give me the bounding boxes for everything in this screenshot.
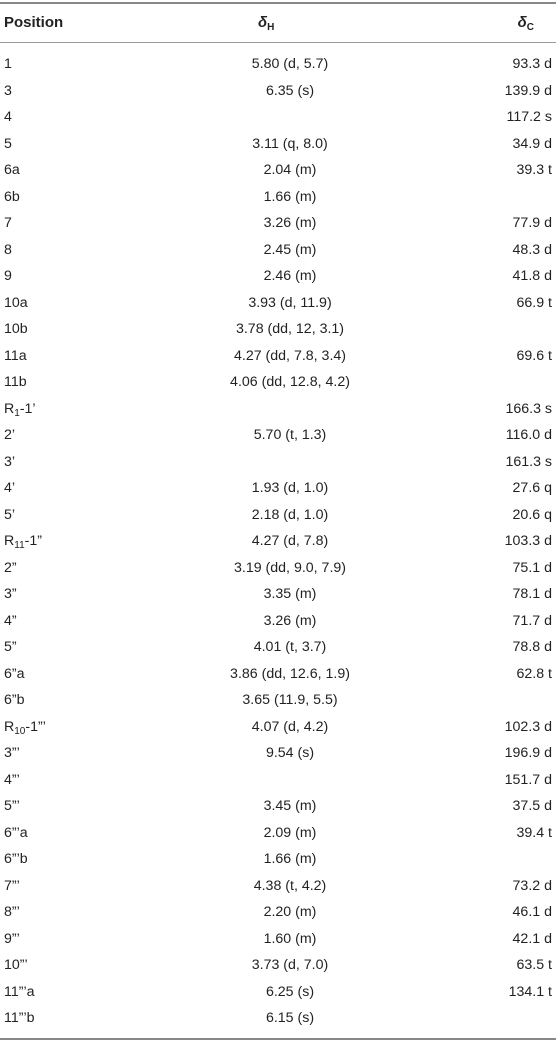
cell-position-text: 6a xyxy=(4,162,20,178)
cell-delta-c: 166.3 s xyxy=(505,400,552,417)
cell-position xyxy=(4,692,25,708)
cell-position xyxy=(4,454,15,470)
header-delta-c-subscript: C xyxy=(526,22,534,33)
table-body xyxy=(0,51,556,1032)
cell-position-text: 11”’b xyxy=(4,1010,35,1026)
cell-delta-h: 6.35 (s) xyxy=(265,82,315,99)
table-row xyxy=(0,369,556,396)
cell-delta-h: 4.38 (t, 4.2) xyxy=(253,877,327,894)
cell-delta-c: 78.8 d xyxy=(512,639,552,655)
cell-delta-c: 78.1 d xyxy=(512,586,552,602)
table-row xyxy=(0,555,556,582)
cell-position xyxy=(4,480,15,496)
cell-delta-h: 4.06 (dd, 12.8, 4.2) xyxy=(230,374,350,390)
table-row xyxy=(0,157,556,184)
cell-delta-c: 48.3 d xyxy=(512,241,552,258)
cell-position xyxy=(4,825,28,841)
cell-position xyxy=(4,109,12,125)
header-delta-h-subscript: H xyxy=(267,22,275,33)
cell-delta-h: 4.07 (d, 4.2) xyxy=(251,718,329,735)
cell-position xyxy=(4,878,20,894)
cell-delta-c: 102.3 d xyxy=(504,718,552,735)
table-row xyxy=(0,396,556,423)
cell-delta-h: 3.78 (dd, 12, 3.1) xyxy=(235,321,345,337)
table-row xyxy=(0,793,556,820)
table-row xyxy=(0,979,556,1006)
table-row xyxy=(0,131,556,158)
cell-delta-h: 2.09 (m) xyxy=(263,824,317,841)
cell-position-text: 6”a xyxy=(4,665,25,682)
cell-position-text: 4 xyxy=(4,109,12,125)
table-row xyxy=(0,873,556,900)
cell-delta-c: 103.3 d xyxy=(504,533,552,549)
cell-position-suffix: -1’ xyxy=(19,400,36,417)
table-header-row xyxy=(0,4,556,42)
cell-delta-c: 134.1 t xyxy=(508,983,552,1000)
cell-delta-c: 42.1 d xyxy=(512,930,552,947)
table-row xyxy=(0,78,556,105)
cell-delta-h: 6.15 (s) xyxy=(265,1010,315,1026)
cell-position xyxy=(4,189,20,205)
cell-position xyxy=(4,745,20,761)
table-row xyxy=(0,263,556,290)
table-row xyxy=(0,1005,556,1032)
cell-position xyxy=(4,321,28,337)
cell-delta-h: 3.11 (q, 8.0) xyxy=(252,135,328,152)
cell-position xyxy=(4,957,28,973)
cell-delta-c: 161.3 s xyxy=(505,453,552,470)
cell-delta-c: 151.7 d xyxy=(504,771,552,788)
table-row xyxy=(0,184,556,211)
table-row xyxy=(0,820,556,847)
cell-delta-h: 4.27 (dd, 7.8, 3.4) xyxy=(234,347,346,364)
cell-position-text: 4” xyxy=(4,612,17,629)
cell-delta-c: 37.5 d xyxy=(512,798,552,814)
cell-delta-h: 1.66 (m) xyxy=(263,188,317,205)
cell-delta-h: 3.86 (dd, 12.6, 1.9) xyxy=(230,665,350,682)
cell-position-text: 9 xyxy=(4,268,12,284)
cell-position xyxy=(4,851,28,867)
cell-position xyxy=(4,798,20,814)
cell-delta-c: 63.5 t xyxy=(516,957,552,973)
cell-position-subscript: 11 xyxy=(14,540,25,551)
cell-delta-h: 2.46 (m) xyxy=(263,268,317,284)
cell-delta-h: 1.60 (m) xyxy=(263,930,317,947)
cell-position xyxy=(4,533,42,551)
cell-delta-h: 3.26 (m) xyxy=(263,612,317,629)
cell-position-text: 10b xyxy=(4,321,28,337)
cell-position-text: R xyxy=(4,400,15,417)
cell-position-text: 6”b xyxy=(4,692,25,708)
table-row xyxy=(0,714,556,741)
cell-delta-c: 93.3 d xyxy=(512,56,552,72)
cell-delta-c: 66.9 t xyxy=(516,294,552,311)
cell-position xyxy=(4,374,27,390)
cell-position xyxy=(4,613,17,629)
table-row xyxy=(0,926,556,953)
cell-position-suffix: -1”’ xyxy=(25,718,46,735)
cell-position-text: 5”’ xyxy=(4,798,20,814)
cell-position-text: 2’ xyxy=(4,427,16,443)
cell-position xyxy=(4,401,36,419)
cell-position-text: 6b xyxy=(4,188,20,205)
table-row xyxy=(0,104,556,131)
table-row xyxy=(0,210,556,237)
cell-delta-h: 4.01 (t, 3.7) xyxy=(253,639,327,655)
cell-position xyxy=(4,268,12,284)
cell-position xyxy=(4,772,20,788)
cell-delta-h: 3.19 (dd, 9.0, 7.9) xyxy=(234,559,346,576)
cell-delta-c: 73.2 d xyxy=(512,877,552,894)
cell-position-text: 7 xyxy=(4,215,12,231)
header-delta-c-symbol: δ xyxy=(517,14,527,31)
cell-position-text: 4”’ xyxy=(4,771,20,788)
cell-position xyxy=(4,560,17,576)
cell-delta-h: 3.45 (m) xyxy=(263,798,317,814)
table-row xyxy=(0,846,556,873)
cell-position-subscript: 1 xyxy=(14,407,20,419)
cell-position-text: 11a xyxy=(4,347,27,364)
cell-position-text: 6”’b xyxy=(4,851,28,867)
cell-position-text: 9”’ xyxy=(4,930,20,947)
cell-position-text: 4’ xyxy=(4,480,16,496)
table-row xyxy=(0,343,556,370)
cell-position-text: R xyxy=(4,533,15,549)
cell-position xyxy=(4,984,35,1000)
cell-delta-h: 5.80 (d, 5.7) xyxy=(251,56,329,72)
header-position: Position xyxy=(4,14,64,31)
table-row xyxy=(0,687,556,714)
cell-delta-c: 71.7 d xyxy=(512,612,552,629)
cell-position-text: 5 xyxy=(4,135,12,152)
table-row xyxy=(0,422,556,449)
cell-position-text: 5’ xyxy=(4,506,16,523)
cell-delta-h: 1.66 (m) xyxy=(263,851,317,867)
cell-position xyxy=(4,639,17,655)
cell-delta-h: 4.27 (d, 7.8) xyxy=(251,533,329,549)
cell-delta-h: 2.04 (m) xyxy=(263,162,317,178)
cell-delta-c: 69.6 t xyxy=(516,347,552,364)
cell-delta-c: 62.8 t xyxy=(516,665,552,682)
cell-position-text: 6”’a xyxy=(4,824,28,841)
cell-position-subscript: 10 xyxy=(14,725,26,737)
cell-position xyxy=(4,242,12,258)
cell-position xyxy=(4,56,12,72)
table-header-rule xyxy=(0,42,556,43)
header-delta-h xyxy=(258,14,274,33)
cell-position-suffix: -1” xyxy=(24,533,42,549)
cell-delta-h: 3.26 (m) xyxy=(263,215,317,231)
cell-delta-h: 3.73 (d, 7.0) xyxy=(251,957,329,973)
cell-position-text: 8”’ xyxy=(4,904,20,920)
cell-position xyxy=(4,348,27,364)
table-row xyxy=(0,502,556,529)
cell-delta-c: 20.6 q xyxy=(512,506,552,523)
cell-position xyxy=(4,136,12,152)
table-row xyxy=(0,634,556,661)
cell-delta-h: 2.45 (m) xyxy=(263,241,317,258)
cell-position xyxy=(4,719,46,737)
cell-delta-c: 116.0 d xyxy=(505,427,552,443)
cell-position-text: 3 xyxy=(4,82,12,99)
cell-position xyxy=(4,1010,35,1026)
cell-position xyxy=(4,427,15,443)
cell-position xyxy=(4,215,12,231)
table-row xyxy=(0,237,556,264)
table-row xyxy=(0,740,556,767)
table-row xyxy=(0,449,556,476)
table-row xyxy=(0,51,556,78)
table-row xyxy=(0,290,556,317)
cell-delta-c: 117.2 s xyxy=(506,109,552,125)
cell-position-text: 1 xyxy=(4,56,12,72)
cell-delta-h: 2.20 (m) xyxy=(263,904,317,920)
cell-position-text: 8 xyxy=(4,241,12,258)
header-delta-h-symbol: δ xyxy=(258,14,268,31)
cell-delta-c: 75.1 d xyxy=(512,559,552,576)
table-row xyxy=(0,608,556,635)
cell-position-text: 5” xyxy=(4,639,17,655)
table-row xyxy=(0,316,556,343)
cell-delta-h: 9.54 (s) xyxy=(265,745,315,761)
cell-position xyxy=(4,666,25,682)
cell-delta-c: 41.8 d xyxy=(512,268,552,284)
table-row xyxy=(0,767,556,794)
cell-position-text: 11”’a xyxy=(4,983,35,1000)
cell-position xyxy=(4,162,20,178)
cell-position-text: 11b xyxy=(4,374,27,390)
cell-delta-h: 5.70 (t, 1.3) xyxy=(253,427,327,443)
table-row xyxy=(0,661,556,688)
table-row xyxy=(0,899,556,926)
table-row xyxy=(0,581,556,608)
cell-delta-h: 1.93 (d, 1.0) xyxy=(251,480,329,496)
cell-delta-h: 3.65 (11.9, 5.5) xyxy=(242,692,338,708)
cell-position xyxy=(4,586,17,602)
cell-delta-c: 34.9 d xyxy=(512,135,552,152)
cell-position-text: 3” xyxy=(4,586,17,602)
cell-position-text: 3”’ xyxy=(4,745,20,761)
cell-delta-c: 196.9 d xyxy=(504,745,552,761)
cell-delta-c: 46.1 d xyxy=(512,904,552,920)
cell-delta-c: 27.6 q xyxy=(512,480,552,496)
header-delta-c xyxy=(518,14,534,33)
table-bottom-rule xyxy=(0,1038,556,1040)
cell-position-text: 10a xyxy=(4,294,28,311)
cell-delta-c: 39.4 t xyxy=(516,824,552,841)
cell-delta-h: 3.35 (m) xyxy=(263,586,317,602)
table-row xyxy=(0,475,556,502)
cell-delta-h: 2.18 (d, 1.0) xyxy=(251,506,329,523)
cell-position-text: R xyxy=(4,718,15,735)
cell-delta-c: 39.3 t xyxy=(516,162,552,178)
table-row xyxy=(0,952,556,979)
cell-position xyxy=(4,904,20,920)
cell-position-text: 7”’ xyxy=(4,877,20,894)
cell-position xyxy=(4,295,28,311)
cell-position xyxy=(4,83,12,99)
cell-delta-c: 77.9 d xyxy=(512,215,552,231)
cell-position-text: 3’ xyxy=(4,453,16,470)
cell-delta-c: 139.9 d xyxy=(504,82,552,99)
table-row xyxy=(0,528,556,555)
cell-delta-h: 6.25 (s) xyxy=(265,983,315,1000)
cell-position xyxy=(4,931,20,947)
cell-delta-h: 3.93 (d, 11.9) xyxy=(248,294,332,311)
cell-position-text: 10”’ xyxy=(4,957,28,973)
cell-position-text: 2” xyxy=(4,559,17,576)
cell-position xyxy=(4,507,15,523)
